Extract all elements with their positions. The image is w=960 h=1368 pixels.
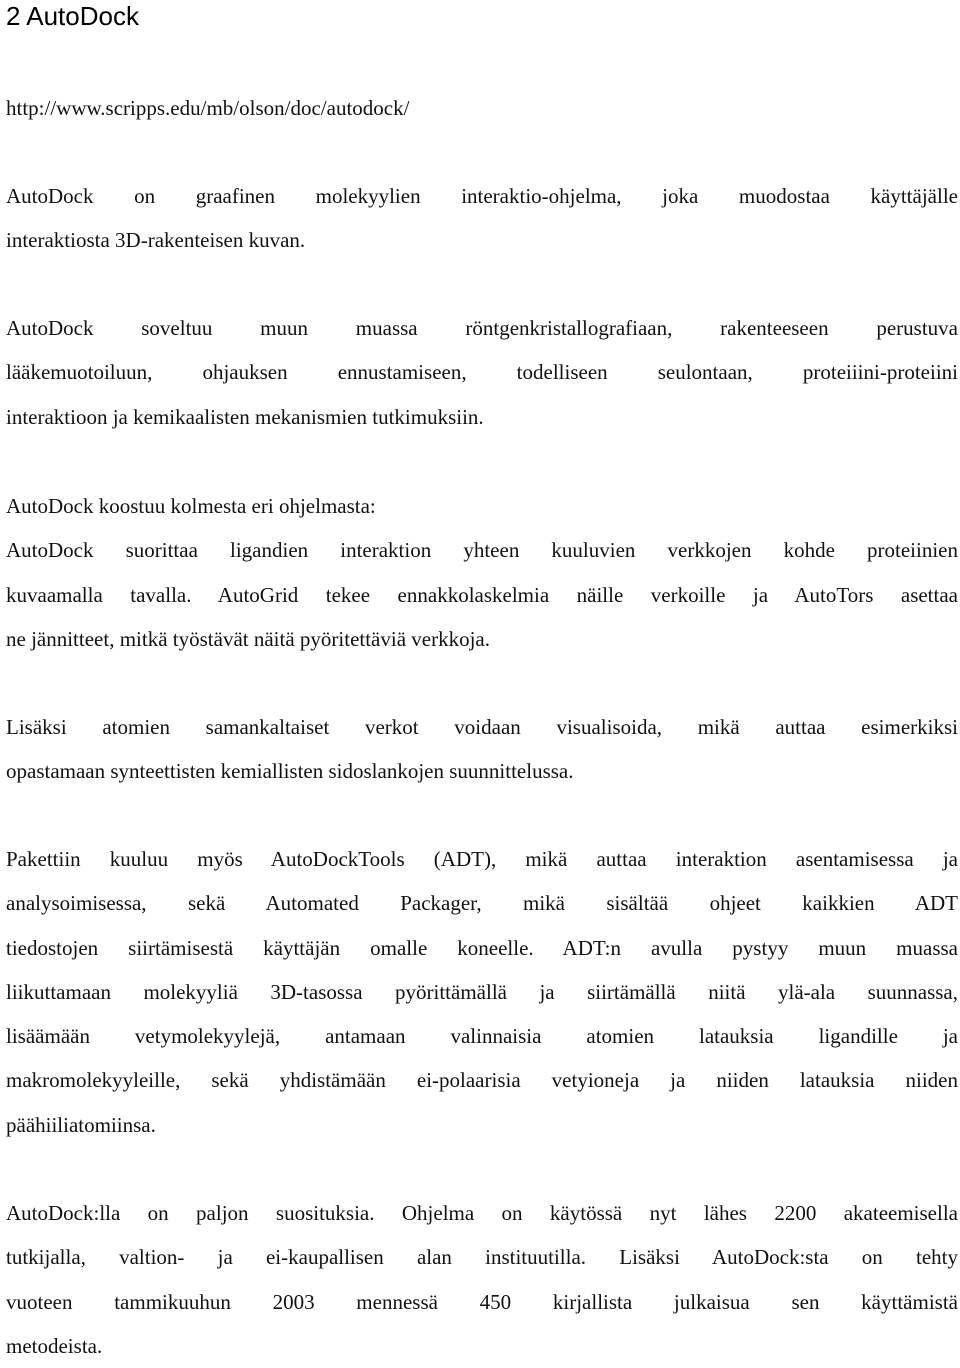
paragraph-line: AutoDock koostuu kolmesta eri ohjelmasta: [6,494,376,518]
paragraph-visualisation [6,705,958,794]
paragraph-line: liikuttamaan molekyyliä 3D-tasossa pyörittämällä ja siirtämällä niitä ylä-ala suunnassa, [6,979,958,1004]
paragraph-line: Pakettiin kuuluu myös AutoDockTools (ADT), mikä auttaa interaktion asentamisessa ja [6,847,958,871]
paragraph-line: tiedostojen siirtämisestä käyttäjän omalle koneelle. ADT:n avulla pystyy muun muassa [6,935,958,960]
paragraph-line: makromolekyyleille, sekä yhdistämään ei-polaarisia vetyioneja ja niiden latauksia niiden [6,1068,958,1093]
paragraph-line: päähiiliatomiinsa. [6,1112,156,1137]
paragraph-line: vuoteen tammikuuhun 2003 mennessä 450 kirjallista julkaisua sen käyttämistä [6,1289,958,1314]
paragraph-line: AutoDock suorittaa ligandien interaktion yhteen kuuluvien verkkojen kohde proteiinien [6,538,958,563]
paragraph-line: interaktiosta 3D-rakenteisen kuvan. [6,228,306,253]
paragraph-line: AutoDock soveltuu muun muassa röntgenkristallografiaan, rakenteeseen perustuva [6,316,958,340]
paragraph-line: ne jännitteet, mitkä työstävät näitä pyöritettäviä verkkoja. [6,626,491,651]
url-text: http://www.scripps.edu/mb/olson/doc/autodock/ [6,96,410,120]
paragraph-line: analysoimisessa, sekä Automated Packager, mikä sisältää ohjeet kaikkien ADT [6,891,958,916]
paragraph-line: opastamaan synteettisten kemiallisten sidoslankojen suunnittelussa. [6,759,574,784]
paragraph-popularity [6,1191,958,1368]
paragraph-adt [6,837,958,1147]
paragraph-line: interaktioon ja kemikaalisten mekanismien tutkimuksiin. [6,404,484,429]
paragraph-line: kuvaamalla tavalla. AutoGrid tekee ennakkolaskelmia näille verkoille ja AutoTors asettaa [6,582,958,607]
paragraph-line: Lisäksi atomien samankaltaiset verkot voidaan visualisoida, mikä auttaa esimerkiksi [6,715,958,739]
paragraph-line: metodeista. [6,1333,103,1358]
paragraph-components [6,484,958,661]
paragraph-intro [6,174,958,263]
paragraph-line: AutoDock:lla on paljon suosituksia. Ohjelma on käytössä nyt lähes 2200 akateemisella [6,1201,958,1225]
paragraph-line: lääkemuotoiluun, ohjauksen ennustamiseen, todelliseen seulontaan, proteiiini-proteiini [6,360,958,385]
paragraph-uses [6,306,958,439]
url-line [6,86,958,130]
paragraph-line: lisäämään vetymolekyylejä, antamaan valinnaisia atomien latauksia ligandille ja [6,1024,958,1049]
paragraph-line: AutoDock on graafinen molekyylien interaktio-ohjelma, joka muodostaa käyttäjälle [6,184,958,208]
section-heading: 2 AutoDock [6,1,139,31]
paragraph-line: tutkijalla, valtion- ja ei-kaupallisen alan instituutilla. Lisäksi AutoDock:sta on tehty [6,1245,958,1270]
